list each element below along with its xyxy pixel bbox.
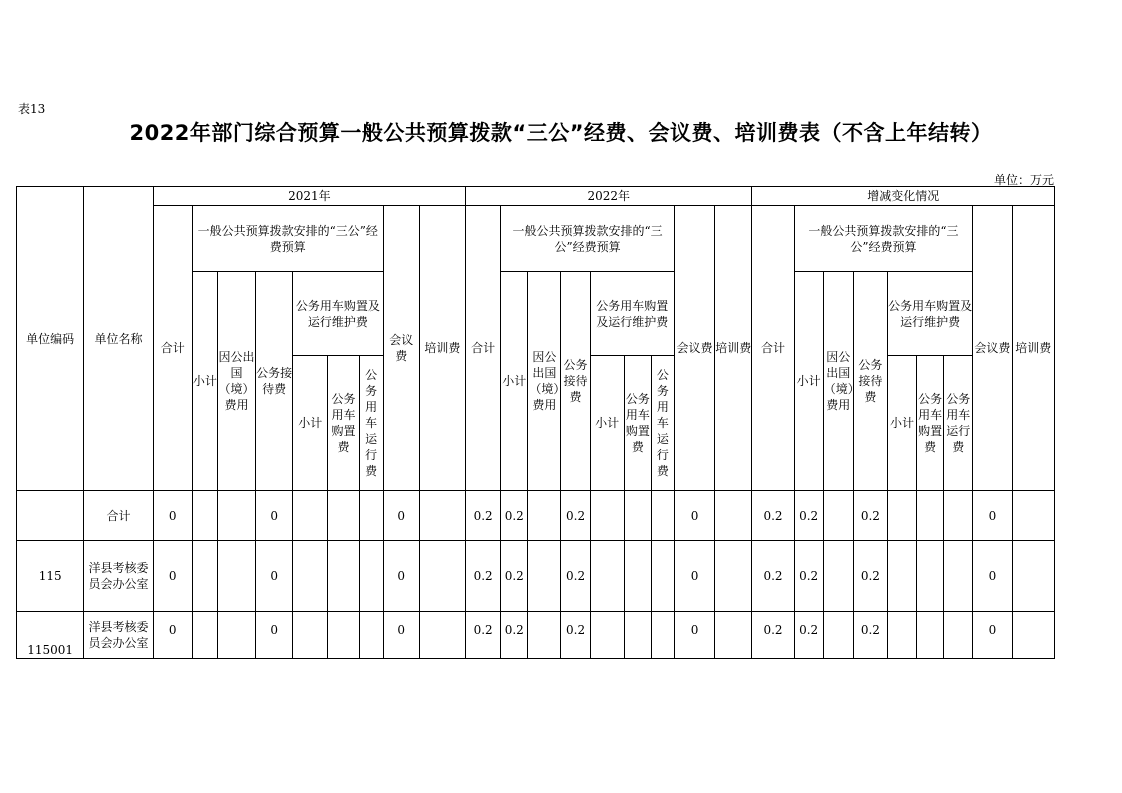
header-2022-total: 合计 xyxy=(466,206,501,491)
header-2022-reception: 公务接待费 xyxy=(561,272,590,491)
value-cell xyxy=(651,612,674,659)
value-cell: 0.2 xyxy=(561,541,590,612)
header-2022-vehicle: 公务用车购置及运行维护费 xyxy=(590,272,674,356)
value-cell: 0 xyxy=(973,612,1012,659)
value-cell: 0 xyxy=(674,491,714,541)
header-2022-vehicle-operation: 公务用车运行费 xyxy=(651,356,674,491)
value-cell: 0 xyxy=(383,491,419,541)
value-cell: 0.2 xyxy=(501,491,528,541)
value-cell xyxy=(328,541,359,612)
value-cell: 0 xyxy=(674,612,714,659)
row-code: 115001 xyxy=(17,612,84,659)
table-row xyxy=(17,541,1055,612)
value-cell xyxy=(823,612,853,659)
header-row-2 xyxy=(17,206,1055,272)
value-cell: 0.2 xyxy=(794,541,823,612)
value-cell xyxy=(419,612,465,659)
header-change-subtotal: 小计 xyxy=(794,272,823,491)
header-unit-code: 单位编码 xyxy=(17,187,84,491)
table-row xyxy=(17,612,1055,659)
value-cell xyxy=(1012,491,1054,541)
row-name: 洋县考核委员会办公室 xyxy=(84,612,153,659)
value-cell xyxy=(528,541,561,612)
value-cell: 0.2 xyxy=(466,541,501,612)
value-cell xyxy=(624,612,651,659)
header-2021-sangong: 一般公共预算拨款安排的“三公”经费预算 xyxy=(192,206,383,272)
value-cell xyxy=(624,491,651,541)
value-cell xyxy=(359,612,383,659)
value-cell xyxy=(217,541,255,612)
value-cell xyxy=(651,541,674,612)
value-cell: 0 xyxy=(973,491,1012,541)
unit-label: 单位：万元 xyxy=(993,173,1054,187)
value-cell xyxy=(917,612,944,659)
value-cell: 0.2 xyxy=(794,491,823,541)
value-cell xyxy=(419,491,465,541)
header-2022-training: 培训费 xyxy=(715,206,752,491)
value-cell xyxy=(359,541,383,612)
value-cell: 0.2 xyxy=(752,491,794,541)
budget-table xyxy=(16,186,1055,659)
header-2022-vehicle-subtotal: 小计 xyxy=(590,356,624,491)
value-cell xyxy=(217,491,255,541)
value-cell: 0 xyxy=(153,541,192,612)
value-cell xyxy=(192,491,217,541)
header-2021-vehicle-purchase: 公务用车购置费 xyxy=(328,356,359,491)
header-2022-abroad: 因公出国（境）费用 xyxy=(528,272,561,491)
value-cell: 0.2 xyxy=(561,491,590,541)
value-cell xyxy=(944,541,973,612)
header-change-abroad: 因公出国（境）费用 xyxy=(823,272,853,491)
value-cell xyxy=(528,491,561,541)
header-2022-vehicle-purchase: 公务用车购置费 xyxy=(624,356,651,491)
header-2021-training: 培训费 xyxy=(419,206,465,491)
value-cell: 0.2 xyxy=(561,612,590,659)
table-number: 表13 xyxy=(18,102,46,116)
value-cell xyxy=(528,612,561,659)
row-name: 洋县考核委员会办公室 xyxy=(84,541,153,612)
value-cell xyxy=(293,491,328,541)
header-change: 增减变化情况 xyxy=(752,187,1055,206)
header-2021-vehicle: 公务用车购置及运行维护费 xyxy=(293,272,383,356)
value-cell xyxy=(192,612,217,659)
value-cell xyxy=(1012,612,1054,659)
value-cell: 0.2 xyxy=(501,612,528,659)
value-cell: 0 xyxy=(153,491,192,541)
value-cell xyxy=(328,491,359,541)
value-cell: 0.2 xyxy=(501,541,528,612)
header-year-2021: 2021年 xyxy=(153,187,465,206)
value-cell: 0 xyxy=(383,541,419,612)
header-2021-subtotal: 小计 xyxy=(192,272,217,491)
header-year-2022: 2022年 xyxy=(466,187,752,206)
header-2021-abroad: 因公出国（境）费用 xyxy=(217,272,255,491)
value-cell xyxy=(192,541,217,612)
header-change-vehicle-subtotal: 小计 xyxy=(887,356,916,491)
value-cell xyxy=(217,612,255,659)
value-cell xyxy=(944,612,973,659)
header-2022-sangong: 一般公共预算拨款安排的“三公”经费预算 xyxy=(501,206,675,272)
header-change-vehicle: 公务用车购置及运行维护费 xyxy=(887,272,972,356)
header-2021-reception: 公务接待费 xyxy=(256,272,293,491)
row-code xyxy=(17,491,84,541)
header-change-sangong: 一般公共预算拨款安排的“三公”经费预算 xyxy=(794,206,973,272)
value-cell: 0.2 xyxy=(752,541,794,612)
value-cell xyxy=(624,541,651,612)
value-cell xyxy=(590,612,624,659)
value-cell xyxy=(590,491,624,541)
value-cell: 0.2 xyxy=(752,612,794,659)
value-cell xyxy=(359,491,383,541)
value-cell xyxy=(887,541,916,612)
value-cell xyxy=(419,541,465,612)
table-row xyxy=(17,491,1055,541)
value-cell xyxy=(651,491,674,541)
header-2021-vehicle-subtotal: 小计 xyxy=(293,356,328,491)
header-unit-name: 单位名称 xyxy=(84,187,153,491)
header-2022-subtotal: 小计 xyxy=(501,272,528,491)
value-cell xyxy=(328,612,359,659)
value-cell xyxy=(293,612,328,659)
value-cell xyxy=(944,491,973,541)
value-cell: 0.2 xyxy=(853,612,887,659)
value-cell: 0.2 xyxy=(466,491,501,541)
header-change-training: 培训费 xyxy=(1012,206,1054,491)
value-cell xyxy=(823,491,853,541)
value-cell: 0.2 xyxy=(853,491,887,541)
header-change-vehicle-operation: 公务用车运行费 xyxy=(944,356,973,491)
value-cell xyxy=(1012,541,1054,612)
value-cell: 0 xyxy=(256,612,293,659)
value-cell: 0 xyxy=(153,612,192,659)
value-cell xyxy=(715,612,752,659)
row-code: 115 xyxy=(17,541,84,612)
value-cell xyxy=(887,612,916,659)
value-cell: 0.2 xyxy=(794,612,823,659)
header-2022-meeting: 会议费 xyxy=(674,206,714,491)
value-cell: 0 xyxy=(674,541,714,612)
value-cell xyxy=(823,541,853,612)
value-cell: 0.2 xyxy=(466,612,501,659)
header-change-vehicle-purchase: 公务用车购置费 xyxy=(917,356,944,491)
value-cell xyxy=(917,491,944,541)
value-cell: 0.2 xyxy=(853,541,887,612)
value-cell xyxy=(917,541,944,612)
value-cell xyxy=(887,491,916,541)
header-2021-vehicle-operation: 公务用车运行费 xyxy=(359,356,383,491)
value-cell: 0 xyxy=(973,541,1012,612)
value-cell: 0 xyxy=(256,541,293,612)
header-2021-meeting: 会议费 xyxy=(383,206,419,491)
value-cell: 0 xyxy=(256,491,293,541)
value-cell xyxy=(715,541,752,612)
value-cell: 0 xyxy=(383,612,419,659)
row-name: 合计 xyxy=(84,491,153,541)
header-change-total: 合计 xyxy=(752,206,794,491)
value-cell xyxy=(293,541,328,612)
page-title: 2022年部门综合预算一般公共预算拨款“三公”经费、会议费、培训费表（不含上年结转） xyxy=(129,121,993,145)
header-2021-total: 合计 xyxy=(153,206,192,491)
value-cell xyxy=(590,541,624,612)
header-change-reception: 公务接待费 xyxy=(853,272,887,491)
value-cell xyxy=(715,491,752,541)
header-change-meeting: 会议费 xyxy=(973,206,1012,491)
header-row-1 xyxy=(17,187,1055,206)
